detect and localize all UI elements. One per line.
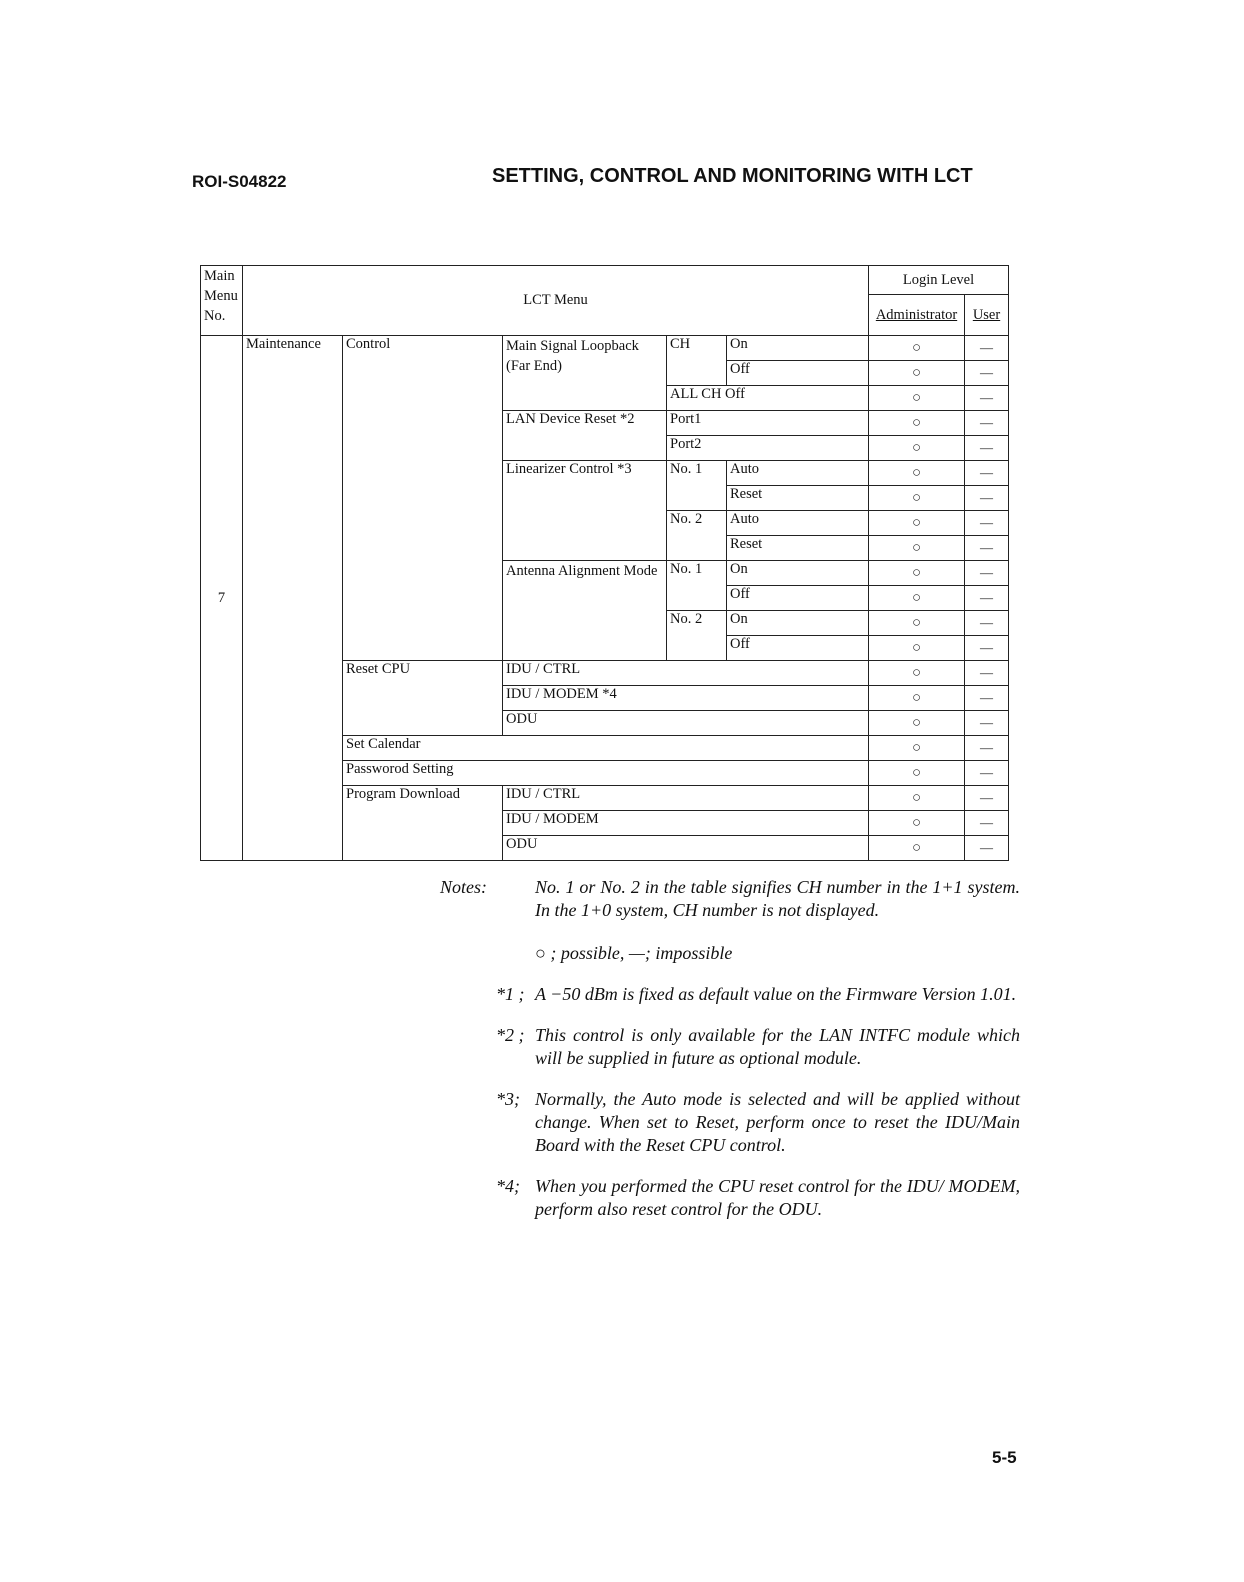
notes-legend: ○ ; possible, —; impossible: [535, 943, 733, 963]
admin-possible: ○: [869, 411, 965, 436]
admin-possible: ○: [869, 486, 965, 511]
option-on: On: [727, 561, 869, 586]
user-impossible: —: [965, 836, 1009, 861]
all-ch-off-cell: ALL CH Off: [667, 386, 869, 411]
user-impossible: —: [965, 611, 1009, 636]
pd-idu-modem-cell: IDU / MODEM: [503, 811, 869, 836]
option-auto: Auto: [727, 511, 869, 536]
user-impossible: —: [965, 811, 1009, 836]
user-impossible: —: [965, 561, 1009, 586]
idu-modem-cell: IDU / MODEM *4: [503, 686, 869, 711]
footnote-text: A −50 dBm is fixed as default value on the Firmware Version 1.01.: [535, 984, 1017, 1004]
document-id: ROI-S04822: [192, 172, 287, 191]
main-signal-loopback-cell: Main Signal Loopback (Far End): [503, 336, 667, 411]
notes-intro: No. 1 or No. 2 in the table signifies CH number in the 1+1 system. In the 1+0 system, CH number is not displayed.: [535, 877, 1020, 920]
page-number: 5-5: [992, 1448, 1017, 1467]
admin-possible: ○: [869, 611, 965, 636]
user-impossible: —: [965, 636, 1009, 661]
control-cell: Control: [343, 336, 503, 661]
page-title: SETTING, CONTROL AND MONITORING WITH LCT: [492, 165, 973, 187]
option-on: On: [727, 611, 869, 636]
program-download-cell: Program Download: [343, 786, 503, 861]
option-auto: Auto: [727, 461, 869, 486]
table-header-row: [201, 266, 1009, 295]
no2-cell: No. 2: [667, 511, 727, 561]
user-impossible: —: [965, 411, 1009, 436]
user-impossible: —: [965, 461, 1009, 486]
footnote-3: [496, 1088, 1020, 1157]
user-impossible: —: [965, 736, 1009, 761]
table-row: [201, 336, 1009, 361]
admin-possible: ○: [869, 461, 965, 486]
notes-section: [440, 876, 1020, 1221]
admin-possible: ○: [869, 761, 965, 786]
footnote-mark: *1 ;: [496, 984, 525, 1004]
set-calendar-cell: Set Calendar: [343, 736, 869, 761]
admin-possible: ○: [869, 386, 965, 411]
user-impossible: —: [965, 361, 1009, 386]
footnote-2: [496, 1024, 1020, 1070]
admin-possible: ○: [869, 711, 965, 736]
linearizer-control-cell: Linearizer Control *3: [503, 461, 667, 561]
administrator-header: Administrator: [869, 295, 965, 336]
port2-cell: Port2: [667, 436, 869, 461]
footnote-4: [496, 1175, 1020, 1221]
footnote-1: [496, 983, 1020, 1006]
admin-possible: ○: [869, 836, 965, 861]
footnote-mark: *3;: [496, 1089, 520, 1109]
maintenance-cell: Maintenance: [243, 336, 343, 861]
lct-menu-header: LCT Menu: [243, 266, 869, 336]
ch-cell: CH: [667, 336, 727, 386]
option-reset: Reset: [727, 536, 869, 561]
admin-possible: ○: [869, 636, 965, 661]
no1-cell: No. 1: [667, 561, 727, 611]
footnote-mark: *4;: [496, 1176, 520, 1196]
footnote-text: This control is only available for the LAN INTFC module which will be supplied in future as optional module.: [535, 1025, 1020, 1068]
user-impossible: —: [965, 686, 1009, 711]
footnote-text: When you performed the CPU reset control for the IDU/ MODEM, perform also reset control for the ODU.: [535, 1176, 1020, 1219]
admin-possible: ○: [869, 336, 965, 361]
user-impossible: —: [965, 786, 1009, 811]
admin-possible: ○: [869, 661, 965, 686]
user-impossible: —: [965, 661, 1009, 686]
admin-possible: ○: [869, 586, 965, 611]
main-menu-number: 7: [201, 336, 243, 861]
admin-possible: ○: [869, 511, 965, 536]
no2-cell: No. 2: [667, 611, 727, 661]
odu-cell: ODU: [503, 711, 869, 736]
admin-possible: ○: [869, 686, 965, 711]
lan-device-reset-cell: LAN Device Reset *2: [503, 411, 667, 461]
admin-possible: ○: [869, 436, 965, 461]
footnote-text: Normally, the Auto mode is selected and will be applied without change. When set to Reset, perform once to reset the IDU/Main Board with the Reset CPU control.: [535, 1089, 1020, 1155]
lct-menu-table: [200, 265, 1009, 861]
option-off: Off: [727, 586, 869, 611]
antenna-alignment-cell: Antenna Alignment Mode: [503, 561, 667, 661]
admin-possible: ○: [869, 786, 965, 811]
reset-cpu-cell: Reset CPU: [343, 661, 503, 736]
option-reset: Reset: [727, 486, 869, 511]
user-impossible: —: [965, 711, 1009, 736]
option-on: On: [727, 336, 869, 361]
admin-possible: ○: [869, 561, 965, 586]
user-impossible: —: [965, 511, 1009, 536]
user-impossible: —: [965, 586, 1009, 611]
pd-odu-cell: ODU: [503, 836, 869, 861]
user-impossible: —: [965, 486, 1009, 511]
admin-possible: ○: [869, 811, 965, 836]
user-impossible: —: [965, 536, 1009, 561]
option-off: Off: [727, 636, 869, 661]
login-level-header: Login Level: [869, 266, 1009, 295]
user-header: User: [965, 295, 1009, 336]
no1-cell: No. 1: [667, 461, 727, 511]
idu-ctrl-cell: IDU / CTRL: [503, 661, 869, 686]
admin-possible: ○: [869, 536, 965, 561]
main-menu-no-header: Main Menu No.: [201, 266, 243, 336]
user-impossible: —: [965, 386, 1009, 411]
user-impossible: —: [965, 336, 1009, 361]
port1-cell: Port1: [667, 411, 869, 436]
password-setting-cell: Passworod Setting: [343, 761, 869, 786]
option-off: Off: [727, 361, 869, 386]
notes-label: Notes:: [440, 877, 487, 897]
user-impossible: —: [965, 436, 1009, 461]
admin-possible: ○: [869, 736, 965, 761]
user-impossible: —: [965, 761, 1009, 786]
admin-possible: ○: [869, 361, 965, 386]
pd-idu-ctrl-cell: IDU / CTRL: [503, 786, 869, 811]
footnote-mark: *2 ;: [496, 1025, 525, 1045]
